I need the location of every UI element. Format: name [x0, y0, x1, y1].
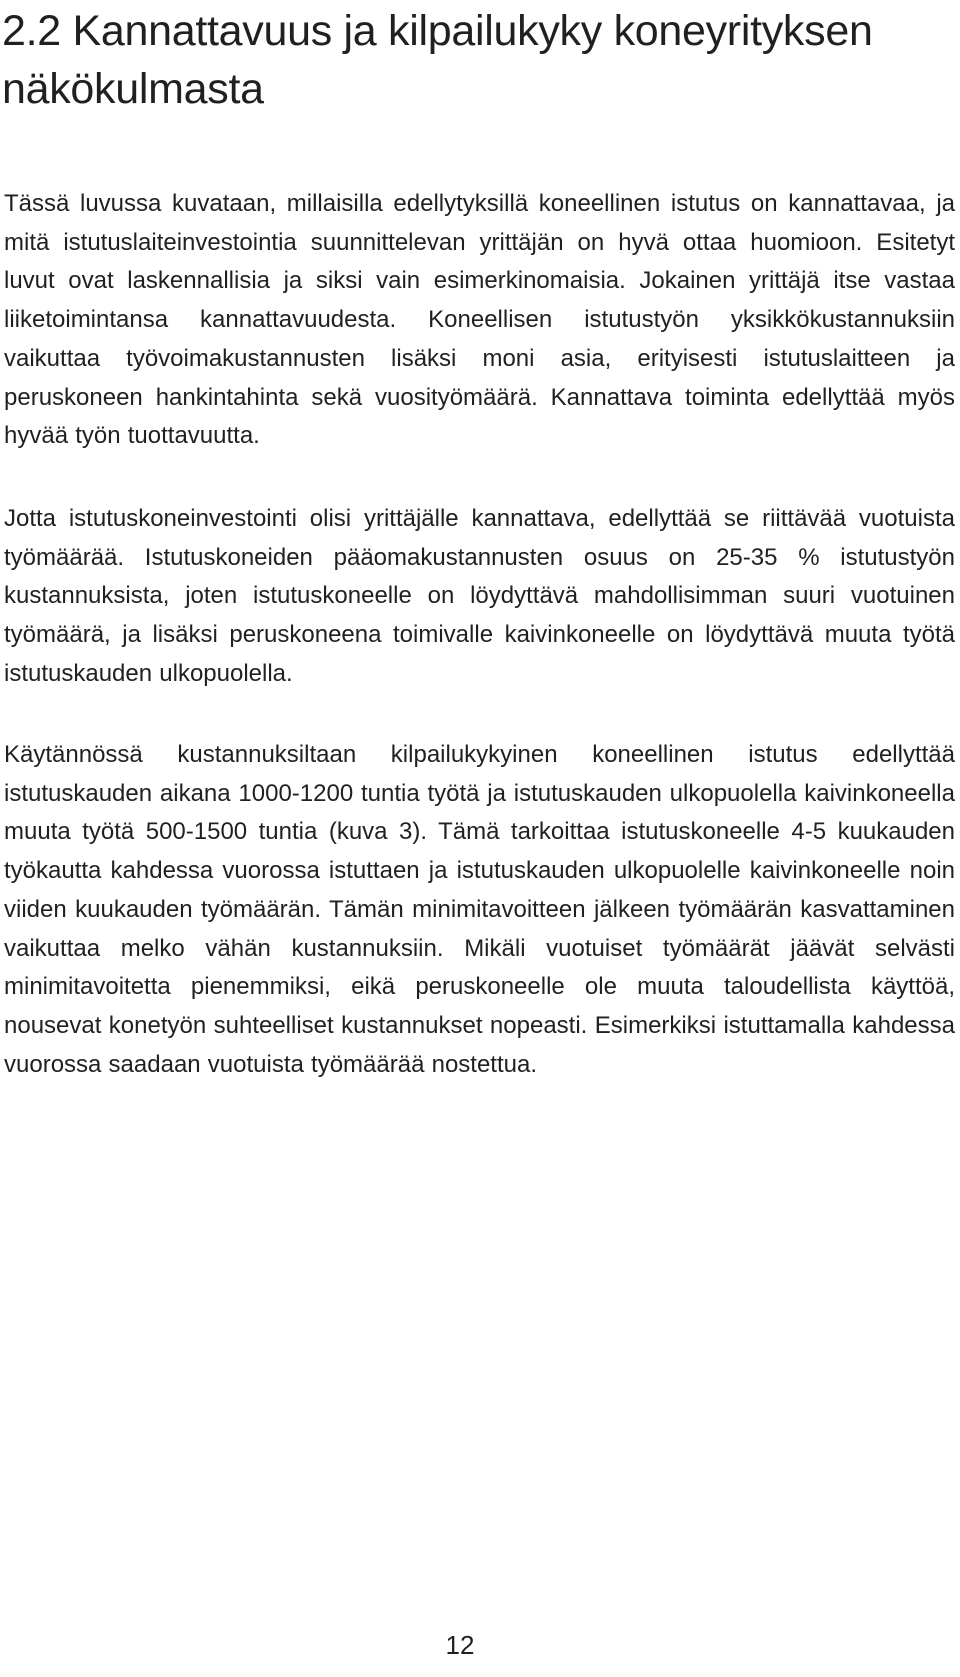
- paragraph-intro: Tässä luvussa kuvataan, millaisilla edellytyksillä koneellinen istutus on kannattavaa, ja mitä istutuslaiteinvestointia suunnittelevan yrittäjän on hyvä ottaa huomioon. Esitetyt luvut ovat laskennallisia ja siksi vain esimerkinomaisia. Jokainen yrittäjä itse vastaa liiketoimintansa kannattavuudesta. Koneellisen istutustyön yksikkökustannuksiin vaikuttaa työvoimakustannusten lisäksi moni asia, erityisesti istutuslaitteen ja peruskoneen hankintahinta sekä vuosityömäärä. Kannattava toiminta edellyttää myös hyvää työn tuottavuutta.: [4, 190, 955, 450]
- paragraph-investment: Jotta istutuskoneinvestointi olisi yrittäjälle kannattava, edellyttää se riittävää vuotuista työmäärää. Istutuskoneiden pääomakustannusten osuus on 25-35 % istutustyön kustannuksista, joten istutuskoneelle on löydyttävä mahdollisimman suuri vuotuinen työmäärä, ja lisäksi peruskoneena toimivalle kaivinkoneelle on löydyttävä muuta työtä istutuskauden ulkopuolella.: [4, 505, 955, 687]
- page-number: 12: [445, 1630, 475, 1660]
- section-heading: 2.2 Kannattavuus ja kilpailukyky koneyrityksen näkökulmasta: [2, 7, 873, 113]
- paragraph-practice: Käytännössä kustannuksiltaan kilpailukykyinen koneellinen istutus edellyttää istutuskauden aikana 1000-1200 tuntia työtä ja istutuskauden ulkopuolella kaivinkoneella muuta työtä 500-1500 tuntia (kuva 3). Tämä tarkoittaa istutuskoneelle 4-5 kuukauden työkautta kahdessa vuorossa istuttaen ja istutuskauden ulkopuolelle kaivinkoneelle noin viiden kuukauden työmäärän. Tämän minimitavoitteen jälkeen työmäärän kasvattaminen vaikuttaa melko vähän kustannuksiin. Mikäli vuotuiset työmäärät jäävät selvästi minimitavoitetta pienemmiksi, eikä peruskoneelle ole muuta taloudellista käyttöä, nousevat konetyön suhteelliset kustannukset nopeasti. Esimerkiksi istuttamalla kahdessa vuorossa saadaan vuotuista työmäärää nostettua.: [4, 741, 955, 1078]
